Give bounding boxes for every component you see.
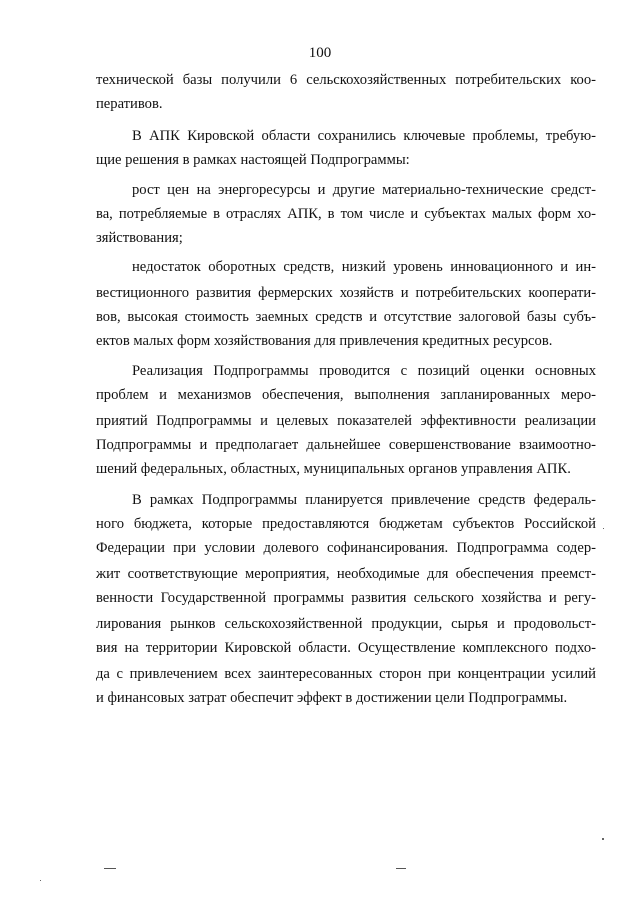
text-line: и финансовых затрат обеспечит эффект в достижении цели Подпрограммы.: [96, 690, 568, 706]
scan-speck: [602, 838, 604, 840]
text-line: да с привлечением всех заинтересованных сторон при концентрации усилий: [96, 666, 596, 682]
text-line: рост цен на энергоресурсы и другие материально-технические средст-: [132, 182, 596, 198]
text-line: щие решения в рамках настоящей Подпрограммы:: [96, 152, 410, 168]
text-line: вов, высокая стоимость заемных средств и отсутствие залоговой базы субъ-: [96, 309, 596, 325]
text-line: ного бюджета, которые предоставляются бюджетам субъектов Российской: [96, 516, 596, 532]
text-line: приятий Подпрограммы и целевых показателей эффективности реализации: [96, 413, 596, 429]
text-line: вия на территории Кировской области. Осуществление комплексного подхо-: [96, 640, 596, 656]
text-line: венности Государственной программы развития сельского хозяйства и регу-: [96, 590, 596, 606]
page-number: 100: [308, 45, 332, 61]
text-line: Реализация Подпрограммы проводится с позиций оценки основных: [132, 363, 596, 379]
scan-mark: [104, 868, 116, 869]
text-line: ектов малых форм хозяйствования для привлечения кредитных ресурсов.: [96, 333, 553, 349]
text-line: В рамках Подпрограммы планируется привлечение средств федераль-: [132, 492, 596, 508]
text-line: технической базы получили 6 сельскохозяйственных потребительских коо-: [96, 72, 596, 88]
text-line: вестиционного развития фермерских хозяйств и потребительских кооперати-: [96, 285, 596, 301]
scan-mark: [396, 868, 406, 869]
text-line: шений федеральных, областных, муниципальных органов управления АПК.: [96, 461, 571, 477]
text-line: жит соответствующие мероприятия, необходимые для обеспечения преемст-: [96, 566, 596, 582]
text-line: недостаток оборотных средств, низкий уровень инновационного и ин-: [132, 259, 596, 275]
text-line: лирования рынков сельскохозяйственной продукции, сырья и продовольст-: [96, 616, 596, 632]
text-line: Федерации при условии долевого софинансирования. Подпрограмма содер-: [96, 540, 596, 556]
text-line: перативов.: [96, 96, 163, 112]
scan-speck: [40, 880, 41, 881]
text-line: Подпрограммы и предполагает дальнейшее совершенствование взаимоотно-: [96, 437, 596, 453]
scan-speck: [603, 528, 604, 529]
text-line: зяйствования;: [96, 230, 183, 246]
text-line: ва, потребляемые в отраслях АПК, в том числе и субъектах малых форм хо-: [96, 206, 596, 222]
text-line: проблем и механизмов обеспечения, выполнения запланированных меро-: [96, 387, 596, 403]
text-line: В АПК Кировской области сохранились ключевые проблемы, требую-: [132, 128, 596, 144]
